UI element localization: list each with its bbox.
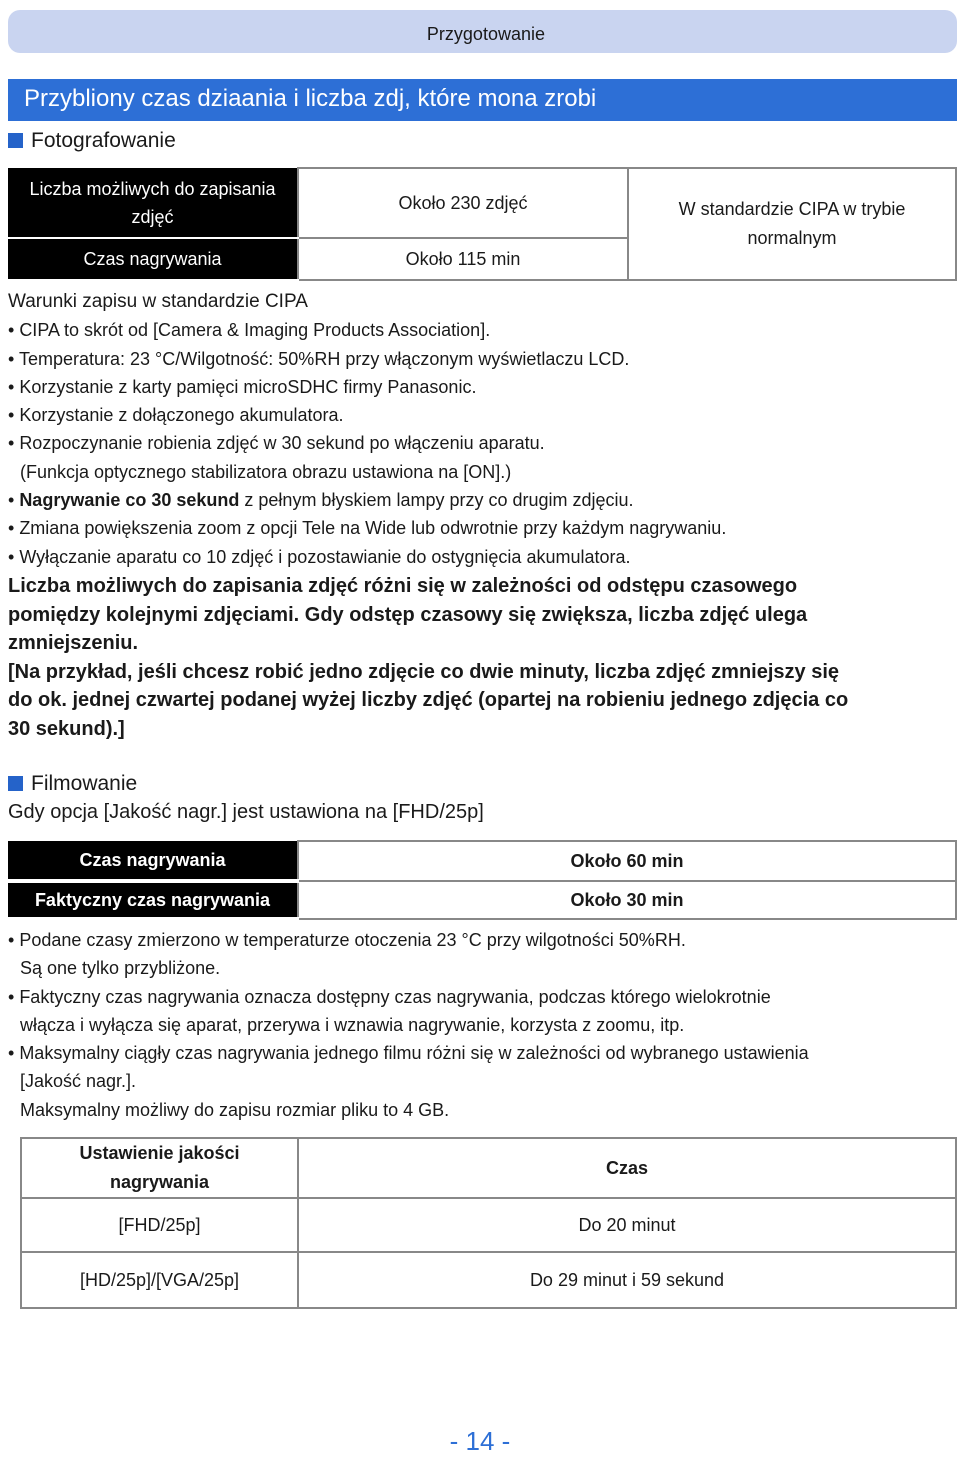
condition-item: • Korzystanie z dołączonego akumulatora. bbox=[8, 401, 726, 429]
note-item: • Podane czasy zmierzono w temperaturze otoczenia 23 °C przy wilgotności 50%RH. bbox=[8, 926, 809, 954]
square-bullet-icon bbox=[8, 133, 23, 148]
note-item-cont: Są one tylko przybliżone. bbox=[20, 958, 221, 979]
square-bullet-icon bbox=[8, 776, 23, 791]
video-subtitle: Gdy opcja [Jakość nagr.] jest ustawiona na [FHD/25p] bbox=[8, 801, 484, 823]
video-notes bbox=[8, 926, 809, 1124]
quality-table bbox=[20, 1137, 957, 1309]
condition-item: • Zmiana powiększenia zoom z opcji Tele na Wide lub odwrotnie przy każdym nagrywaniu. bbox=[8, 514, 726, 542]
bold-paragraph-line: zmniejszeniu. bbox=[8, 632, 139, 654]
page-title: Przybliony czas dziaania i liczba zdj, które mona zrobi bbox=[8, 79, 957, 121]
note-item: • Faktyczny czas nagrywania oznacza dostępny czas nagrywania, podczas którego wielokrotnie bbox=[8, 983, 809, 1011]
bold-paragraph-line: pomiędzy kolejnymi zdjęciami. Gdy odstęp czasowy się zwiększa, liczba zdjęć ulega bbox=[8, 603, 808, 626]
condition-item bbox=[8, 486, 726, 514]
video-table-row1-label: Czas nagrywania bbox=[8, 841, 298, 881]
page-number: - 14 - bbox=[449, 1426, 511, 1456]
photo-table bbox=[8, 167, 957, 281]
condition-item: • CIPA to skrót od [Camera & Imaging Products Association]. bbox=[8, 316, 726, 344]
section-tab bbox=[8, 10, 957, 53]
cipa-conditions bbox=[8, 288, 726, 571]
condition-item: • Temperatura: 23 °C/Wilgotność: 50%RH przy włączonym wyświetlaczu LCD. bbox=[8, 345, 726, 373]
photo-table-row1-label: Liczba możliwych do zapisania zdjęć bbox=[8, 168, 298, 238]
bold-paragraph bbox=[8, 572, 848, 743]
quality-table-cell-setting: [HD/25p]/[VGA/25p] bbox=[21, 1252, 298, 1308]
conditions-heading: Warunki zapisu w standardzie CIPA bbox=[8, 291, 308, 312]
bold-paragraph-line: 30 sekund).] bbox=[8, 717, 125, 740]
video-table-row2-label: Faktyczny czas nagrywania bbox=[8, 881, 298, 919]
photo-table-row2-label: Czas nagrywania bbox=[8, 238, 298, 280]
bold-paragraph-line: do ok. jednej czwartej podanej wyżej liczby zdjęć (opartej na robieniu jednego zdjęcia co bbox=[8, 689, 849, 711]
bold-paragraph-line: [Na przykład, jeśli chcesz robić jedno zdjęcie co dwie minuty, liczba zdjęć zmniejszy się bbox=[8, 660, 840, 683]
video-table-row2-value: Około 30 min bbox=[298, 881, 956, 919]
note-item-cont: włącza i wyłącza się aparat, przerywa i wznawia nagrywanie, korzysta z zoomu, itp. bbox=[20, 1014, 685, 1035]
photo-heading bbox=[8, 129, 176, 153]
quality-table-cell-setting: [FHD/25p] bbox=[21, 1198, 298, 1252]
quality-table-cell-time: Do 20 minut bbox=[298, 1198, 956, 1252]
condition-item-cont: (Funkcja optycznego stabilizatora obrazu ustawiona na [ON].) bbox=[20, 461, 512, 482]
photo-heading-label: Fotografowanie bbox=[31, 129, 176, 152]
note-item: • Maksymalny ciągły czas nagrywania jednego filmu różni się w zależności od wybranego ustawienia bbox=[8, 1039, 809, 1067]
condition-bold: Nagrywanie co 30 sekund bbox=[19, 490, 240, 511]
photo-table-row2-value: Około 115 min bbox=[298, 238, 628, 280]
condition-item: • Korzystanie z karty pamięci microSDHC firmy Panasonic. bbox=[8, 373, 726, 401]
photo-table-note: W standardzie CIPA w trybie normalnym bbox=[628, 168, 956, 280]
quality-table-header-setting: Ustawienie jakości nagrywania bbox=[21, 1138, 298, 1198]
quality-table-header-time: Czas bbox=[298, 1138, 956, 1198]
condition-item: • Wyłączanie aparatu co 10 zdjęć i pozostawianie do ostygnięcia akumulatora. bbox=[8, 543, 726, 571]
quality-table-cell-time: Do 29 minut i 59 sekund bbox=[298, 1252, 956, 1308]
video-heading-label: Filmowanie bbox=[31, 772, 138, 795]
condition-item: • Rozpoczynanie robienia zdjęć w 30 sekund po włączeniu aparatu. bbox=[8, 429, 726, 457]
photo-table-row1-value: Około 230 zdjęć bbox=[298, 168, 628, 238]
note-item-cont: [Jakość nagr.]. bbox=[20, 1071, 137, 1092]
video-heading bbox=[8, 772, 137, 796]
condition-rest: z pełnym błyskiem lampy przy co drugim zdjęciu. bbox=[239, 490, 634, 511]
note-item-cont: Maksymalny możliwy do zapisu rozmiar pliku to 4 GB. bbox=[20, 1099, 450, 1120]
section-tab-label: Przygotowanie bbox=[426, 24, 545, 44]
bold-paragraph-line: Liczba możliwych do zapisania zdjęć różni się w zależności od odstępu czasowego bbox=[8, 575, 798, 597]
video-table bbox=[8, 840, 957, 921]
video-table-row1-value: Około 60 min bbox=[298, 841, 956, 881]
